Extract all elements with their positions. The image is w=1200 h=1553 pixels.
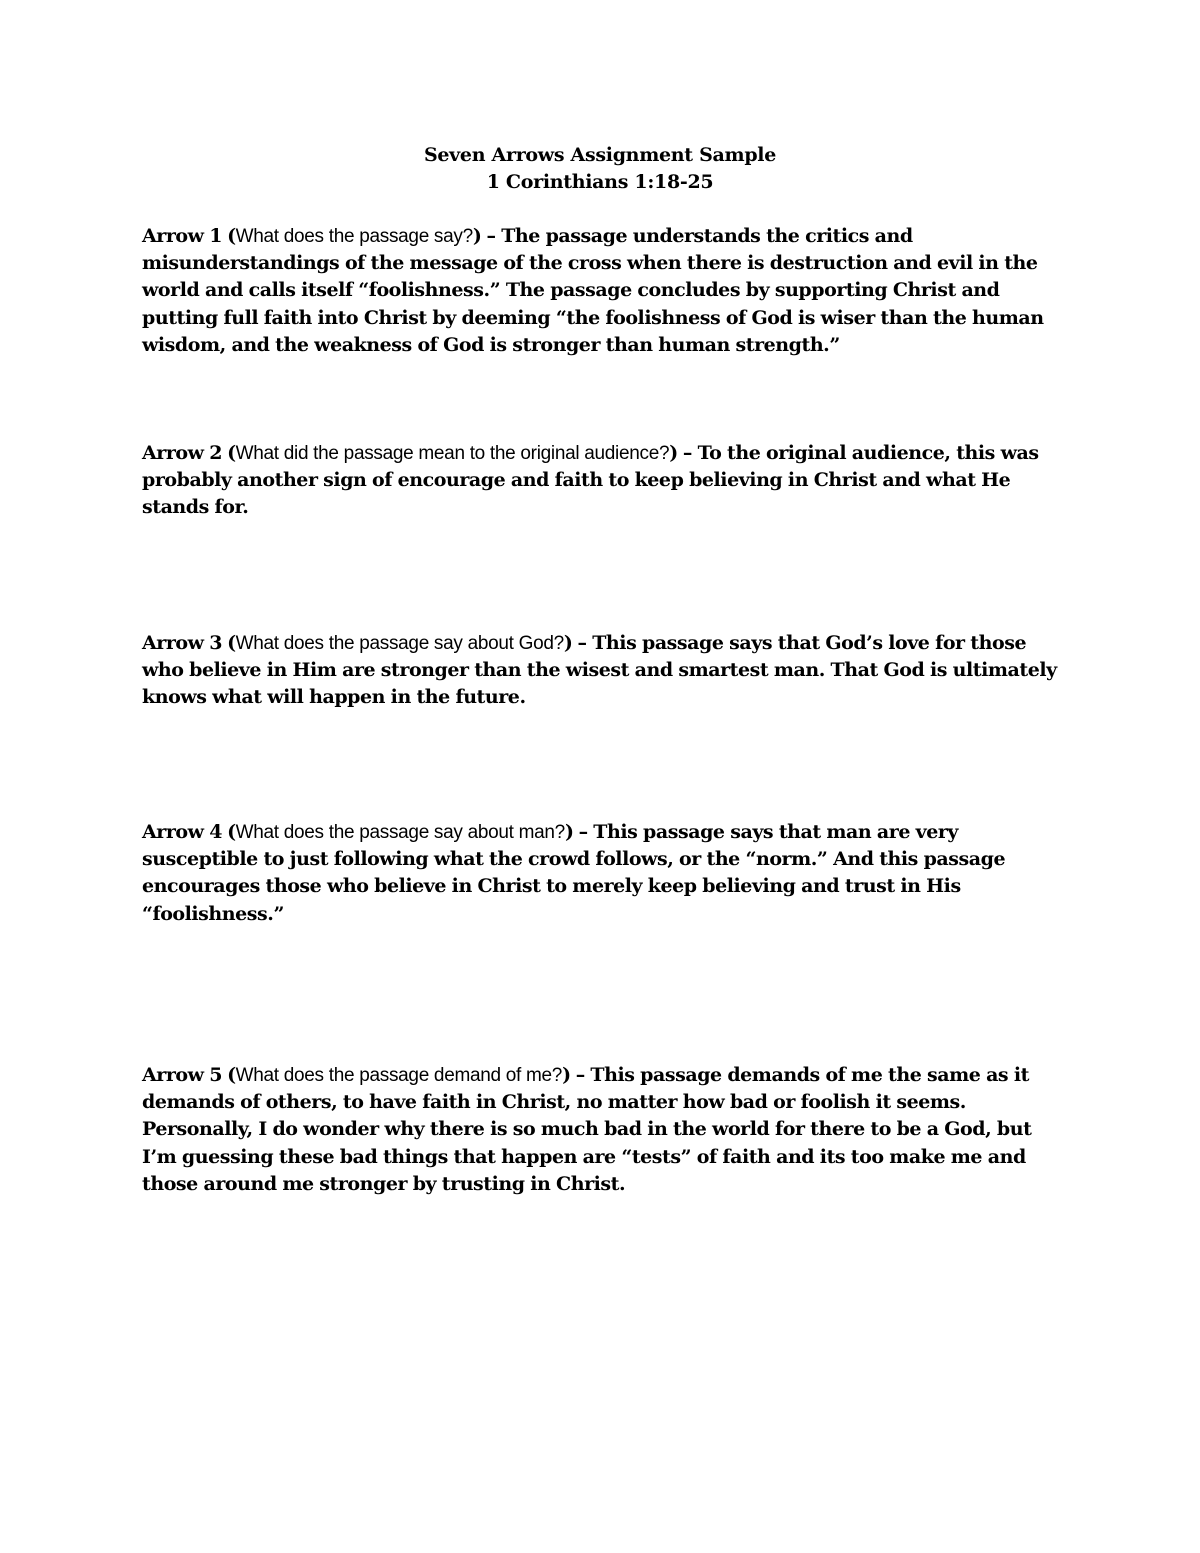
arrow-question: What does the passage demand of me? [235, 1065, 563, 1086]
arrow-section-1: Arrow 1 (What does the passage say?) – The passage understands the critics and misunderstandings of the message of the cross when there is destruction and evil in the world and calls itself “foolishness.” The passage concludes by supporting Christ and putting full faith into Christ by deeming “the foolishness of God is wiser than the human wisdom, and the weakness of God is stronger than human strength.” [142, 225, 1044, 356]
arrow-question: What does the passage say? [235, 226, 473, 247]
arrow-question: What does the passage say about man? [235, 822, 565, 843]
arrow-label: Arrow 1 [142, 225, 222, 247]
arrow-section-2: Arrow 2 (What did the passage mean to the original audience?) – To the original audience, this was probably another sign of encourage and faith to keep believing in Christ and what He stands for. [142, 442, 1039, 519]
arrow-section-4: Arrow 4 (What does the passage say about man?) – This passage says that man are very susceptible to just following what the crowd follows, or the “norm.” And this passage encourages those who believe in Christ to merely keep believing and trust in His “foolishness.” [142, 821, 1006, 925]
arrow-label: Arrow 2 [142, 442, 222, 464]
arrow-label: Arrow 3 [142, 632, 222, 654]
arrow-question: What did the passage mean to the original audience? [235, 443, 670, 464]
arrow-question: What does the passage say about God? [235, 633, 564, 654]
arrow-section-5: Arrow 5 (What does the passage demand of me?) – This passage demands of me the same as it demands of others, to have faith in Christ, no matter how bad or foolish it seems. Personally, I do wonder why there is so much bad in the world for there to be a God, but I’m guessing these bad things that happen are “tests” of faith and its too make me and those around me stronger by trusting in Christ. [142, 1064, 1032, 1195]
arrow-answer: – This passage demands of me the same as it demands of others, to have faith in Christ, no matter how bad or foolish it seems. Personally, I do wonder why there is so much bad in the world for there to be a God, but I’m guessing these bad things that happen are “tests” of faith and its too make me and those around me stronger by trusting in Christ. [142, 1064, 1032, 1195]
arrow-answer: – This passage says that man are very susceptible to just following what the crowd follows, or the “norm.” And this passage encourages those who believe in Christ to merely keep believing and trust in His “foolishness.” [142, 821, 1006, 925]
arrow-section-3: Arrow 3 (What does the passage say about God?) – This passage says that God’s love for those who believe in Him are stronger than the wisest and smartest man. That God is ultimately knows what will happen in the future. [142, 632, 1057, 709]
arrow-answer: – The passage understands the critics and misunderstandings of the message of the cross when there is destruction and evil in the world and calls itself “foolishness.” The passage concludes by supporting Christ and putting full faith into Christ by deeming “the foolishness of God is wiser than the human wisdom, and the weakness of God is stronger than human strength.” [142, 225, 1044, 356]
document-title: Seven Arrows Assignment Sample [423, 144, 777, 166]
document-subtitle: 1 Corinthians 1:18-25 [486, 171, 714, 193]
document-header [0, 142, 1200, 196]
arrow-answer: – To the original audience, this was probably another sign of encourage and faith to keep believing in Christ and what He stands for. [142, 442, 1039, 519]
arrow-label: Arrow 4 [142, 821, 222, 843]
arrow-label: Arrow 5 [142, 1064, 222, 1086]
arrow-answer: – This passage says that God’s love for those who believe in Him are stronger than the wisest and smartest man. That God is ultimately knows what will happen in the future. [142, 632, 1057, 709]
